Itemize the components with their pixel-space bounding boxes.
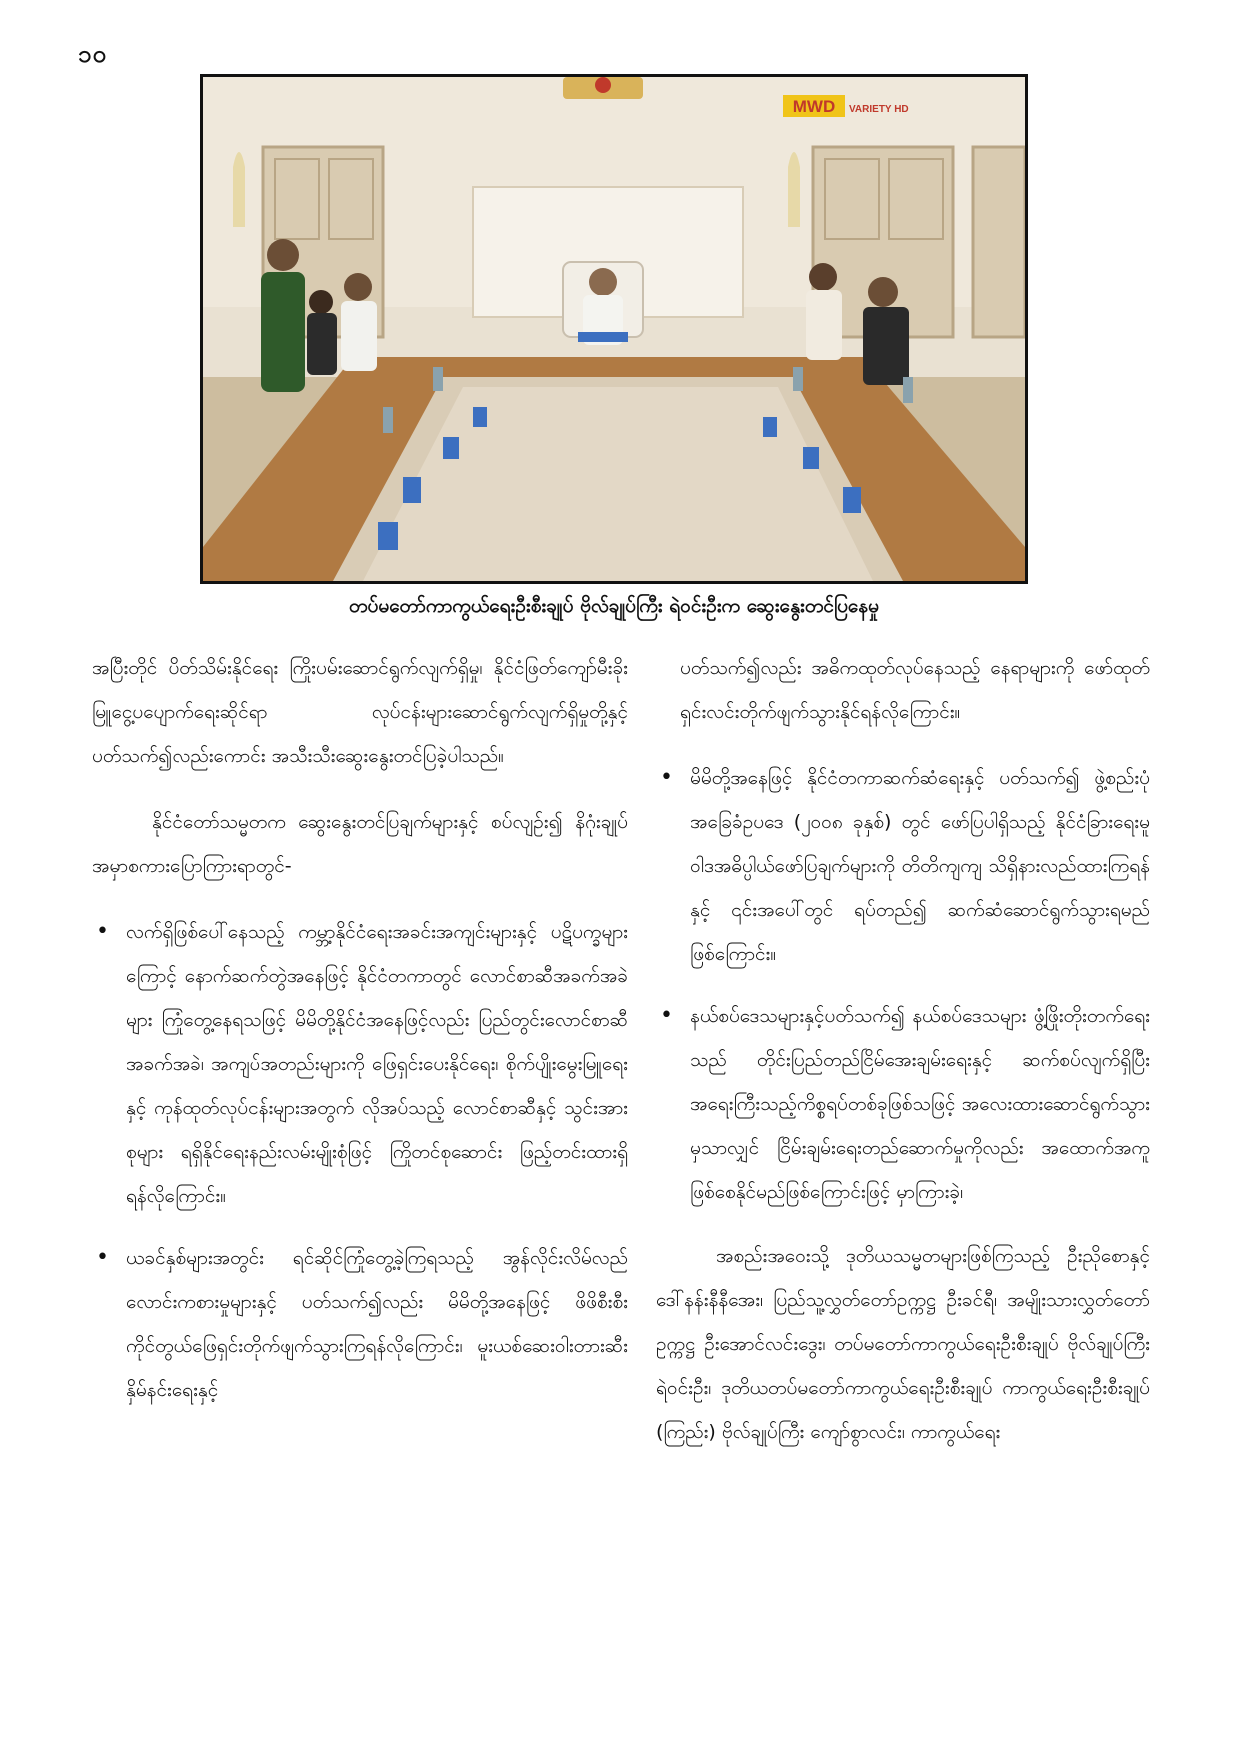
seated-official — [863, 307, 909, 385]
bullet-item: • မိမိတို့အနေဖြင့် နိုင်ငံတကာဆက်ဆံရေးနှင့် ပတ်သက်၍ ဖွဲ့စည်းပုံအခြေခံဥပဒေ (၂၀၀၈ ခုနှစ်) တွင် ဖော်ပြပါရှိသည့် နိုင်ငံခြားရေးမူဝါဒအဓိပ္ပါယ်ဖော်ပြချက်များကို တိတိကျကျ သိရှိနားလည်ထားကြရန်နှင့် ၎င်းအပေါ်တွင် ရပ်တည်၍ ဆက်ဆံဆောင်ရွက်သွားရမည်ဖြစ်ကြောင်း။ — [690, 756, 1150, 976]
photo-caption: တပ်မတော်ကာကွယ်ရေးဦးစီးချုပ် ဗိုလ်ချုပ်ကြီး ရဲဝင်းဦးက ဆွေးနွေးတင်ပြနေမှု — [349, 595, 879, 617]
paragraph: အပြီးတိုင် ပိတ်သိမ်းနိုင်ရေး ကြိုးပမ်းဆောင်ရွက်လျက်ရှိမှု၊ နိုင်ငံဖြတ်ကျော်မီးခိုးမြူငွေ့ပပျောက်ရေးဆိုင်ရာ လုပ်ငန်းများဆောင်ရွက်လျက်ရှိမှုတို့နှင့် ပတ်သက်၍လည်းကောင်း အသီးသီးဆွေးနွေးတင်ပြခဲ့ပါသည်။ — [92, 657, 628, 767]
paragraph: အစည်းအဝေးသို့ ဒုတိယသမ္မတများဖြစ်ကြသည့် ဦးညိုစောနှင့် ဒေါ်နန်းနီနီအေး၊ ပြည်သူ့လွှတ်တော်ဥက္ကဋ္ဌ ဦးခင်ရီ၊ အမျိုးသားလွှတ်တော်ဥက္ကဋ္ဌ ဦးအောင်လင်းဒွေး၊ တပ်မတော်ကာကွယ်ရေးဦးစီးချုပ် ဗိုလ်ချုပ်ကြီး ရဲဝင်းဦး၊ ဒုတိယတပ်မတော်ကာကွယ်ရေးဦးစီးချုပ် ကာကွယ်ရေးဦးစီးချုပ် (ကြည်း) ဗိုလ်ချုပ်ကြီး ကျော်စွာလင်း၊ ကာကွယ်ရေး — [656, 1245, 1150, 1443]
bullet-item: • နယ်စပ်ဒေသများနှင့်ပတ်သက်၍ နယ်စပ်ဒေသများ ဖွံ့ဖြိုးတိုးတက်ရေးသည် တိုင်းပြည်တည်ငြိမ်အေးချမ်းရေးနှင့် ဆက်စပ်လျက်ရှိပြီး အရေးကြီးသည့်ကိစ္စရပ်တစ်ခုဖြစ်သဖြင့် အလေးထားဆောင်ရွက်သွားမှသာလျှင် ငြိမ်းချမ်းရေးတည်ဆောက်မှုကိုလည်း အထောက်အကူဖြစ်စေနိုင်မည်ဖြစ်ကြောင်းဖြင့် မှာကြားခဲ့၊ — [690, 994, 1150, 1214]
watermark-sub: VARIETY HD — [849, 104, 909, 115]
meeting-photo — [200, 74, 1028, 584]
name-plate — [578, 332, 628, 342]
left-column — [92, 646, 628, 1432]
bullet-item: • ယခင်နှစ်များအတွင်း ရင်ဆိုင်ကြုံတွေ့ခဲ့ကြရသည့် အွန်လိုင်းလိမ်လည်လောင်းကစားမှုများနှင့် ပတ်သက်၍လည်း မိမိတို့အနေဖြင့် ဖိဖိစီးစီးကိုင်တွယ်ဖြေရှင်းတိုက်ဖျက်သွားကြရန်လိုကြောင်း၊ မူးယစ်ဆေးဝါးတားဆီးနှိမ်နင်းရေးနှင့် — [126, 1236, 628, 1412]
watermark-logo: MWD — [792, 97, 836, 116]
bullet-list — [656, 756, 1150, 1214]
meeting-photo-illustration — [203, 77, 1025, 581]
standing-officer — [261, 272, 305, 392]
paragraph: ပတ်သက်၍လည်း အဓိကထုတ်လုပ်နေသည့် နေရာများကို ဖော်ထုတ်ရှင်းလင်းတိုက်ဖျက်သွားနိုင်ရန်လိုကြောင်း။ — [680, 657, 1150, 723]
right-column — [656, 646, 1150, 1476]
wall-lamp — [233, 152, 245, 227]
paragraph: နိုင်ငံတော်သမ္မတက ဆွေးနွေးတင်ပြချက်များနှင့် စပ်လျဉ်း၍ နိဂုံးချုပ်အမှာစကားပြောကြားရာတွင်- — [92, 811, 628, 877]
bullet-list — [92, 910, 628, 1412]
bullet-item: • လက်ရှိဖြစ်ပေါ်နေသည့် ကမ္ဘာ့နိုင်ငံရေးအခင်းအကျင်းများနှင့် ပဋိပက္ခများကြောင့် နောက်ဆက်တွဲအနေဖြင့် နိုင်ငံတကာတွင် လောင်စာဆီအခက်အခဲများ ကြုံတွေ့နေရသဖြင့် မိမိတို့နိုင်ငံအနေဖြင့်လည်း ပြည်တွင်းလောင်စာဆီအခက်အခဲ၊ အကျပ်အတည်းများကို ဖြေရှင်းပေးနိုင်ရေး၊ စိုက်ပျိုးမွေးမြူရေးနှင့် ကုန်ထုတ်လုပ်ငန်းများအတွက် လိုအပ်သည့် လောင်စာဆီနှင့် သွင်းအားစုများ ရရှိနိုင်ရေးနည်းလမ်းမျိုးစုံဖြင့် ကြိုတင်စုဆောင်း ဖြည့်တင်းထားရှိရန်လိုကြောင်း။ — [126, 910, 628, 1218]
page-number: ၁၀ — [78, 40, 107, 68]
